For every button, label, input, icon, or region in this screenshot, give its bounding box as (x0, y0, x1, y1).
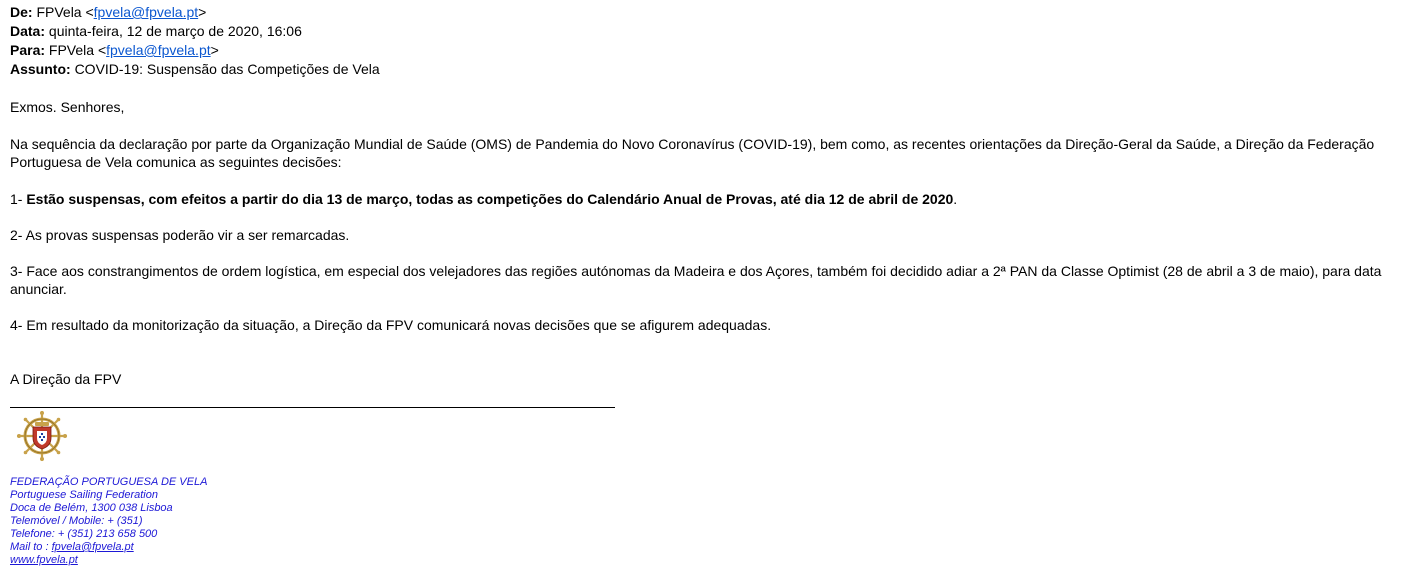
signature-website-link[interactable]: www.fpvela.pt (10, 554, 78, 566)
signature-block (10, 476, 1409, 567)
signature-org-name-en: Portuguese Sailing Federation (10, 489, 158, 501)
signature-mail-row (10, 541, 1409, 554)
from-row (10, 3, 1409, 22)
decision-item-2: 2- As provas suspensas poderão vir a ser remarcadas. (10, 227, 350, 243)
item1-prefix: 1- (10, 191, 27, 207)
to-label: Para: (10, 42, 46, 58)
to-close: > (210, 42, 219, 58)
to-email-link[interactable]: fpvela@fpvela.pt (106, 42, 211, 58)
from-email-link[interactable]: fpvela@fpvela.pt (93, 4, 199, 20)
subject-value: COVID-19: Suspensão das Competições de Vela (74, 61, 380, 77)
signature-phone: Telefone: + (351) 213 658 500 (10, 528, 158, 540)
email-header (10, 3, 1409, 79)
date-row (10, 22, 1409, 41)
subject-label: Assunto: (10, 61, 71, 77)
from-label: De: (10, 4, 33, 20)
date-value: quinta-feira, 12 de março de 2020, 16:06 (48, 23, 302, 39)
decision-item-4: 4- Em resultado da monitorização da situação, a Direção da FPV comunicará novas decisões que se afigurem adequadas. (10, 317, 772, 333)
signature-website-row (10, 554, 1409, 567)
item1-suffix: . (953, 191, 958, 207)
to-row (10, 41, 1409, 60)
to-name: FPVela < (48, 42, 107, 58)
date-label: Data: (10, 23, 46, 39)
from-close: > (198, 4, 207, 20)
signature-mail-link[interactable]: fpvela@fpvela.pt (51, 541, 134, 553)
ship-wheel-crest-icon (16, 410, 68, 462)
decision-item-3: 3- Face aos constrangimentos de ordem logística, em especial dos velejadores das regiões autónomas da Madeira e dos Açores, também foi decidido adiar a 2ª PAN da Classe Optimist (28 de abril a 3 de maio), para data anunciar. (10, 263, 1382, 297)
sign-off: A Direção da FPV (10, 371, 122, 387)
decision-item-1 (10, 190, 1409, 208)
intro-paragraph: Na sequência da declaração por parte da Organização Mundial de Saúde (OMS) de Pandemia do Novo Coronavírus (COVID-19), bem como, as recentes orientações da Direção-Geral da Saúde, a Direção da Federação Portuguesa de Vela comunica as seguintes decisões: (10, 136, 1375, 170)
item1-bold-text: Estão suspensas, com efeitos a partir do dia 13 de março, todas as competições do Calendário Anual de Provas, até dia 12 de abril de 2020 (26, 191, 954, 207)
from-name: FPVela < (36, 4, 94, 20)
signature-org-name: FEDERAÇÃO PORTUGUESA DE VELA (10, 476, 208, 488)
greeting: Exmos. Senhores, (10, 99, 125, 115)
signature-mobile: Telemóvel / Mobile: + (351) (10, 515, 143, 527)
subject-row (10, 60, 1409, 79)
signature-address: Doca de Belém, 1300 038 Lisboa (10, 502, 173, 514)
signature-divider (10, 407, 615, 408)
signature-mail-label: Mail to : (10, 541, 52, 553)
